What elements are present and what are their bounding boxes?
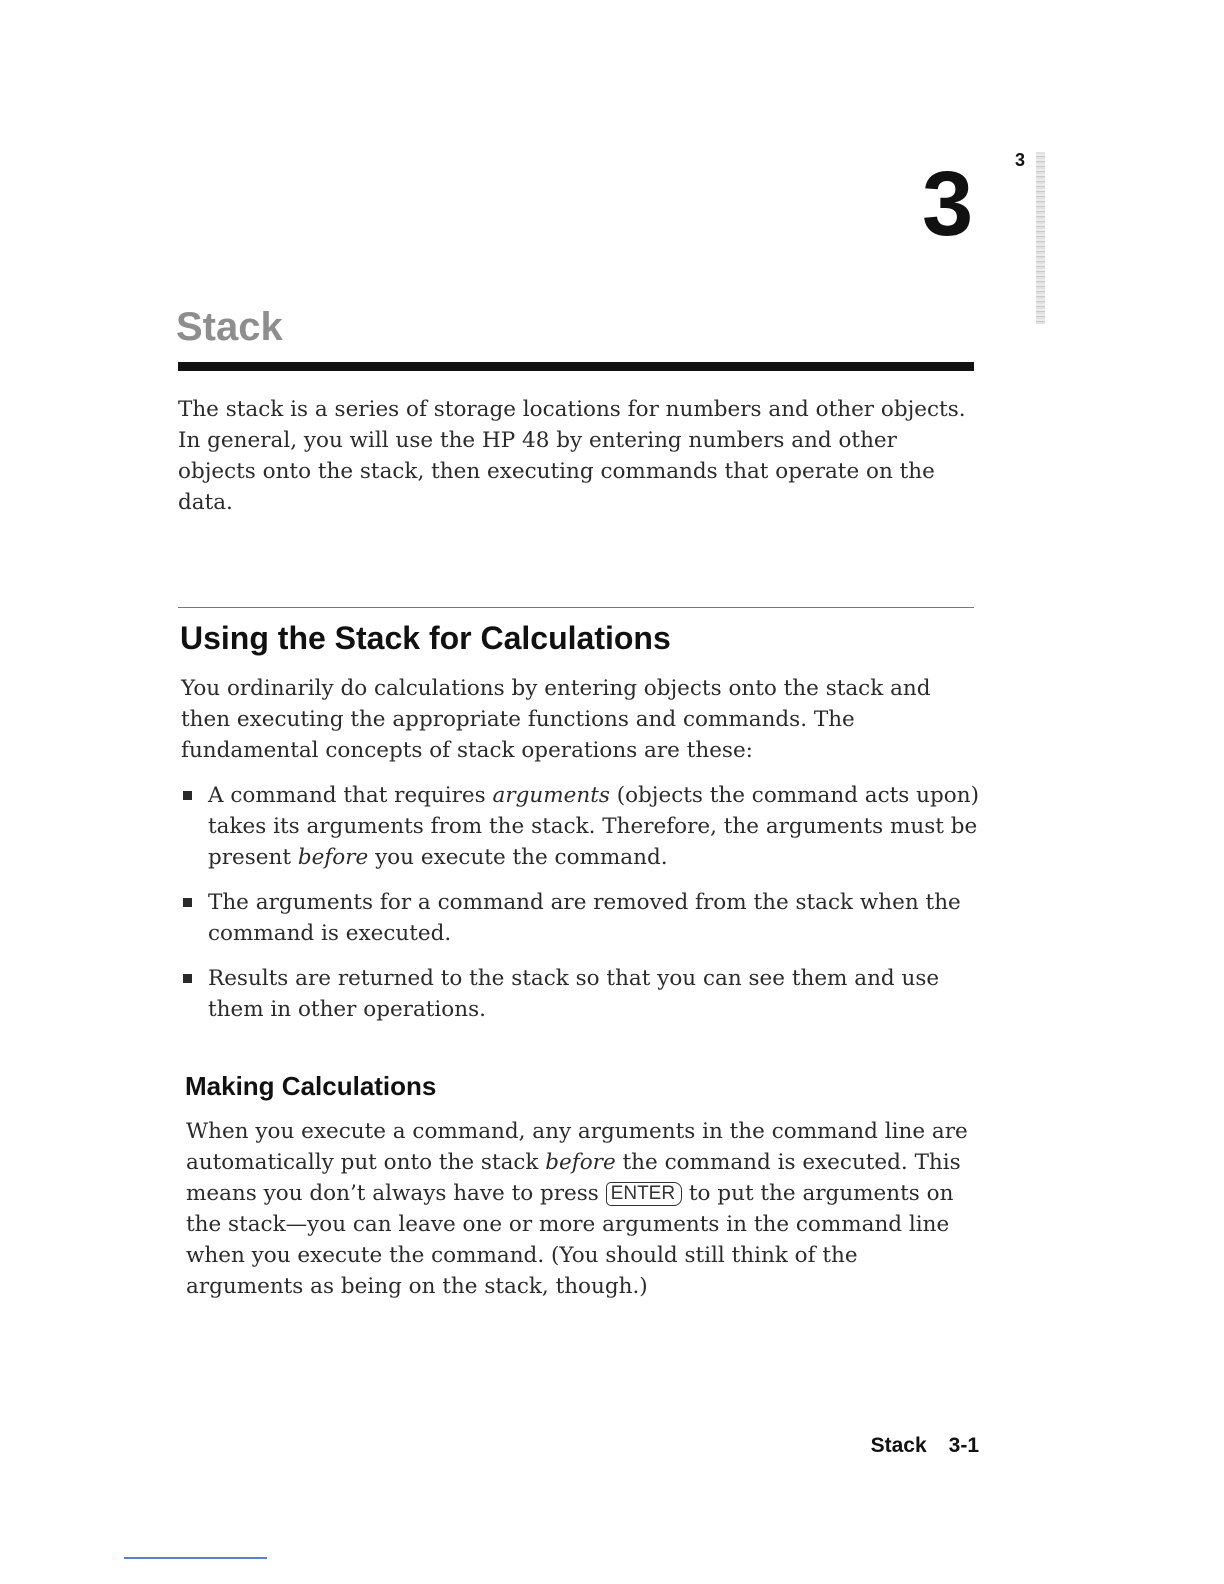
bullet-text: Results are returned to the stack so that you can see them and use them in other operations. [208, 966, 940, 1022]
page-footer [871, 1434, 979, 1458]
paragraph-text: the command is executed. This means you don’t always have to press [186, 1150, 961, 1206]
subsection-paragraph [186, 1116, 976, 1302]
emphasis-before: before [297, 845, 369, 870]
bullet-text: A command that requires [208, 783, 493, 808]
paragraph-text: When you execute a command, any arguments in the command line are automatically put onto the stack [186, 1119, 968, 1175]
concept-list [181, 780, 981, 1039]
chapter-number: 3 [922, 153, 974, 255]
bullet-text: The arguments for a command are removed from the stack when the command is executed. [208, 890, 961, 946]
chapter-thumb-tab [1036, 152, 1045, 324]
list-item [181, 963, 981, 1025]
emphasis-before: before [545, 1150, 616, 1175]
section-heading: Using the Stack for Calculations [180, 620, 671, 656]
bullet-text: you execute the command. [368, 845, 668, 870]
scan-edge-line [124, 1557, 267, 1559]
chapter-title: Stack [176, 305, 283, 349]
list-item [181, 887, 981, 949]
chapter-tab-number: 3 [1015, 150, 1026, 170]
emphasis-arguments: arguments [492, 783, 610, 808]
intro-paragraph: The stack is a series of storage locations for numbers and other objects. In general, you will use the HP 48 by entering numbers and other objects onto the stack, then executing commands that operate on the data. [178, 397, 966, 515]
square-bullet-icon [183, 898, 192, 907]
subsection-heading: Making Calculations [185, 1071, 437, 1101]
section-paragraph: You ordinarily do calculations by entering objects onto the stack and then executing the appropriate functions and commands. The fundamental concepts of stack operations are these: [181, 676, 931, 763]
square-bullet-icon [183, 791, 192, 800]
paragraph-text: to put the arguments on the stack—you can leave one or more arguments in the command line when you execute the command. (You should still think of the arguments as being on the stack, though.) [186, 1181, 954, 1299]
page-number: 3-1 [948, 1434, 979, 1457]
footer-title: Stack [870, 1434, 927, 1457]
square-bullet-icon [183, 974, 192, 983]
chapter-title-rule [178, 362, 974, 371]
enter-key: ENTER [606, 1182, 682, 1206]
bullet-text: (objects the command acts upon) takes its arguments from the stack. Therefore, the arguments must be present [208, 783, 979, 870]
list-item [181, 780, 981, 873]
section-rule [178, 607, 974, 608]
